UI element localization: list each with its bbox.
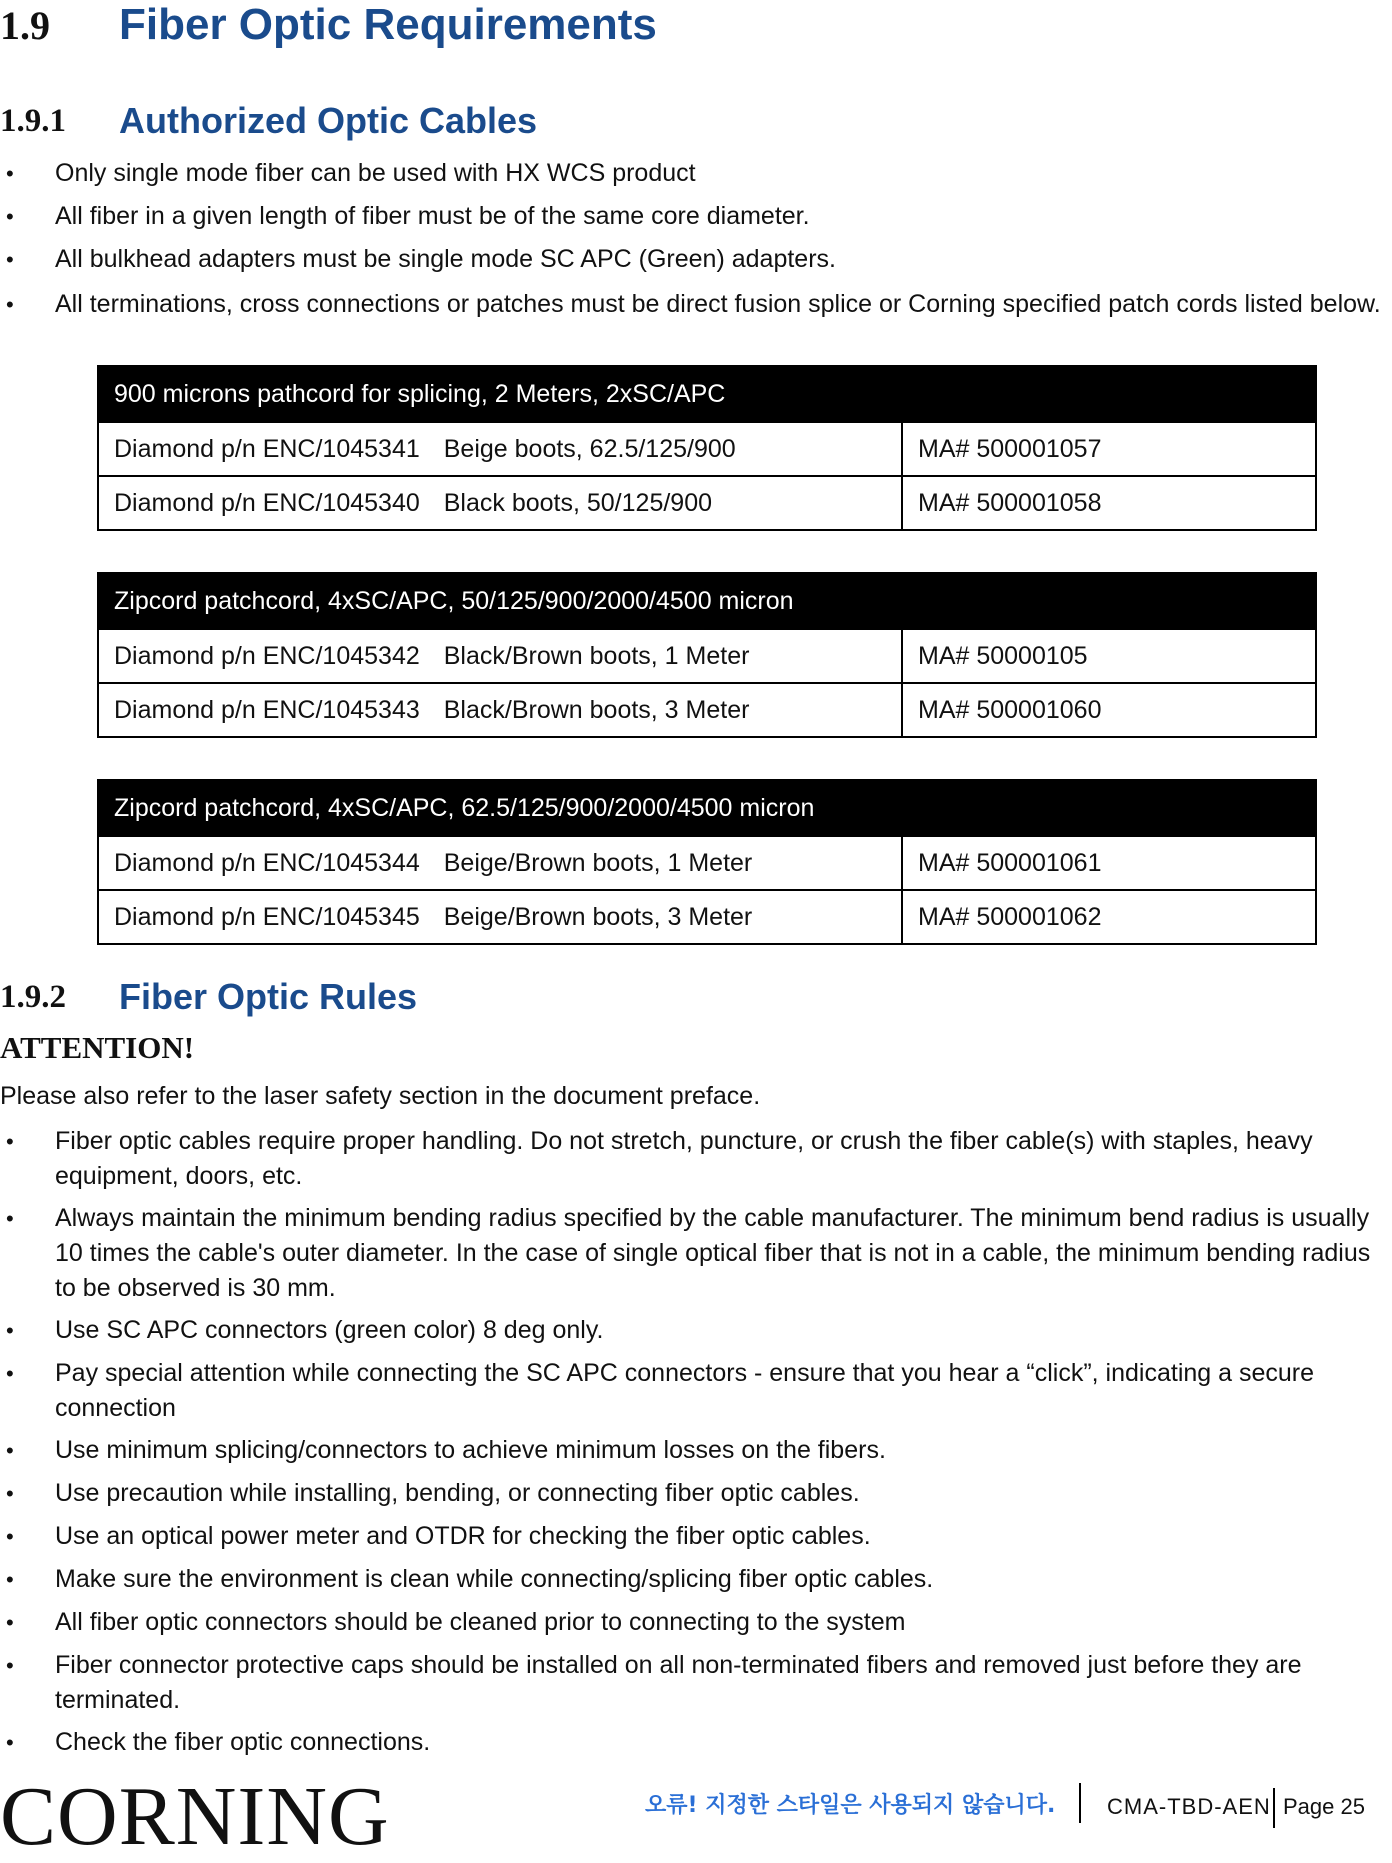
list-item: • All bulkhead adapters must be single mode SC APC (Green) adapters.	[0, 242, 1392, 277]
bullet-icon: •	[6, 1318, 14, 1343]
bullet-icon: •	[6, 1206, 14, 1231]
section-heading	[0, 0, 1392, 50]
bullet-icon: •	[6, 247, 14, 272]
table-cell-ma: MA# 500001061	[902, 836, 1316, 890]
table-row	[98, 629, 1316, 683]
rules-bullet-list	[0, 1124, 1392, 1760]
table-cell-part: Diamond p/n ENC/1045343 Black/Brown boots, 3 Meter	[98, 683, 902, 737]
bullet-icon: •	[6, 161, 14, 186]
list-item: • Fiber optic cables require proper handling. Do not stretch, puncture, or crush the fiber cable(s) with staples, heavy equipment, doors, etc.	[0, 1124, 1392, 1194]
table-cell-ma: MA# 500001058	[902, 476, 1316, 530]
list-item: • Use SC APC connectors (green color) 8 deg only.	[0, 1313, 1392, 1348]
subsection-number: 1.9.1	[0, 103, 66, 139]
table-cell-part: Diamond p/n ENC/1045344 Beige/Brown boots, 1 Meter	[98, 836, 902, 890]
table-header: Zipcord patchcord, 4xSC/APC, 62.5/125/900/2000/4500 micron	[98, 780, 1316, 836]
patchcord-table-1	[97, 365, 1317, 531]
patchcord-table-3	[97, 779, 1317, 945]
table-cell-ma: MA# 500001062	[902, 890, 1316, 944]
subsection-heading-cables	[0, 100, 1392, 146]
bullet-icon: •	[6, 1129, 14, 1154]
table-cell-part: Diamond p/n ENC/1045345 Beige/Brown boots, 3 Meter	[98, 890, 902, 944]
list-item: • Make sure the environment is clean while connecting/splicing fiber optic cables.	[0, 1562, 1392, 1597]
corning-logo: CORNING	[0, 1770, 390, 1863]
attention-label: ATTENTION!	[0, 1030, 195, 1065]
bullet-icon: •	[6, 1610, 14, 1635]
list-item: • Always maintain the minimum bending radius specified by the cable manufacturer. The minimum bend radius is usually 10 times the cable's outer diameter. In the case of single optical fiber that is not in a cable, the minimum bending radius to be observed is 30 mm.	[0, 1201, 1392, 1306]
table-header: Zipcord patchcord, 4xSC/APC, 50/125/900/2000/4500 micron	[98, 573, 1316, 629]
subsection-title: Fiber Optic Rules	[119, 976, 418, 1017]
bullet-icon: •	[6, 1438, 14, 1463]
bullet-icon: •	[6, 1481, 14, 1506]
table-row	[98, 422, 1316, 476]
table-row	[98, 683, 1316, 737]
bullet-icon: •	[6, 1730, 14, 1755]
section-title: Fiber Optic Requirements	[119, 0, 657, 49]
subsection-number: 1.9.2	[0, 979, 66, 1015]
list-item: • All terminations, cross connections or patches must be direct fusion splice or Corning specified patch cords listed below.	[0, 287, 1392, 322]
list-item: • Pay special attention while connecting the SC APC connectors - ensure that you hear a “click”, indicating a secure connection	[0, 1356, 1392, 1426]
table-cell-part: Diamond p/n ENC/1045340 Black boots, 50/125/900	[98, 476, 902, 530]
cables-bullet-list	[0, 156, 1392, 322]
subsection-title: Authorized Optic Cables	[119, 100, 538, 141]
list-item: • All fiber optic connectors should be cleaned prior to connecting to the system	[0, 1605, 1392, 1640]
document-id: CMA-TBD-AEN	[1107, 1794, 1271, 1819]
list-item: • Fiber connector protective caps should be installed on all non-terminated fibers and removed just before they are terminated.	[0, 1648, 1392, 1718]
subsection-heading-rules	[0, 976, 1392, 1022]
table-cell-ma: MA# 50000105	[902, 629, 1316, 683]
bullet-icon: •	[6, 292, 14, 317]
bullet-icon: •	[6, 204, 14, 229]
bullet-icon: •	[6, 1361, 14, 1386]
bullet-icon: •	[6, 1653, 14, 1678]
bullet-icon: •	[6, 1567, 14, 1592]
laser-safety-note: Please also refer to the laser safety section in the document preface.	[0, 1082, 761, 1110]
table-cell-part: Diamond p/n ENC/1045341 Beige boots, 62.5/125/900	[98, 422, 902, 476]
page-number: Page 25	[1283, 1794, 1365, 1819]
table-cell-ma: MA# 500001060	[902, 683, 1316, 737]
patchcord-table-2	[97, 572, 1317, 738]
list-item: • Only single mode fiber can be used with HX WCS product	[0, 156, 1392, 191]
table-cell-part: Diamond p/n ENC/1045342 Black/Brown boots, 1 Meter	[98, 629, 902, 683]
list-item: • Use an optical power meter and OTDR for checking the fiber optic cables.	[0, 1519, 1392, 1554]
list-item: • Use minimum splicing/connectors to achieve minimum losses on the fibers.	[0, 1433, 1392, 1468]
table-row	[98, 836, 1316, 890]
list-item: • Check the fiber optic connections.	[0, 1725, 1392, 1760]
list-item: • All fiber in a given length of fiber must be of the same core diameter.	[0, 199, 1392, 234]
footer-divider	[1273, 1788, 1275, 1828]
table-cell-ma: MA# 500001057	[902, 422, 1316, 476]
table-row	[98, 890, 1316, 944]
section-number: 1.9	[0, 3, 50, 48]
table-header: 900 microns pathcord for splicing, 2 Meters, 2xSC/APC	[98, 366, 1316, 422]
list-item: • Use precaution while installing, bending, or connecting fiber optic cables.	[0, 1476, 1392, 1511]
style-error-text: 오류! 지정한 스타일은 사용되지 않습니다.	[645, 1793, 1056, 1818]
footer-divider	[1079, 1783, 1081, 1823]
bullet-icon: •	[6, 1524, 14, 1549]
table-row	[98, 476, 1316, 530]
